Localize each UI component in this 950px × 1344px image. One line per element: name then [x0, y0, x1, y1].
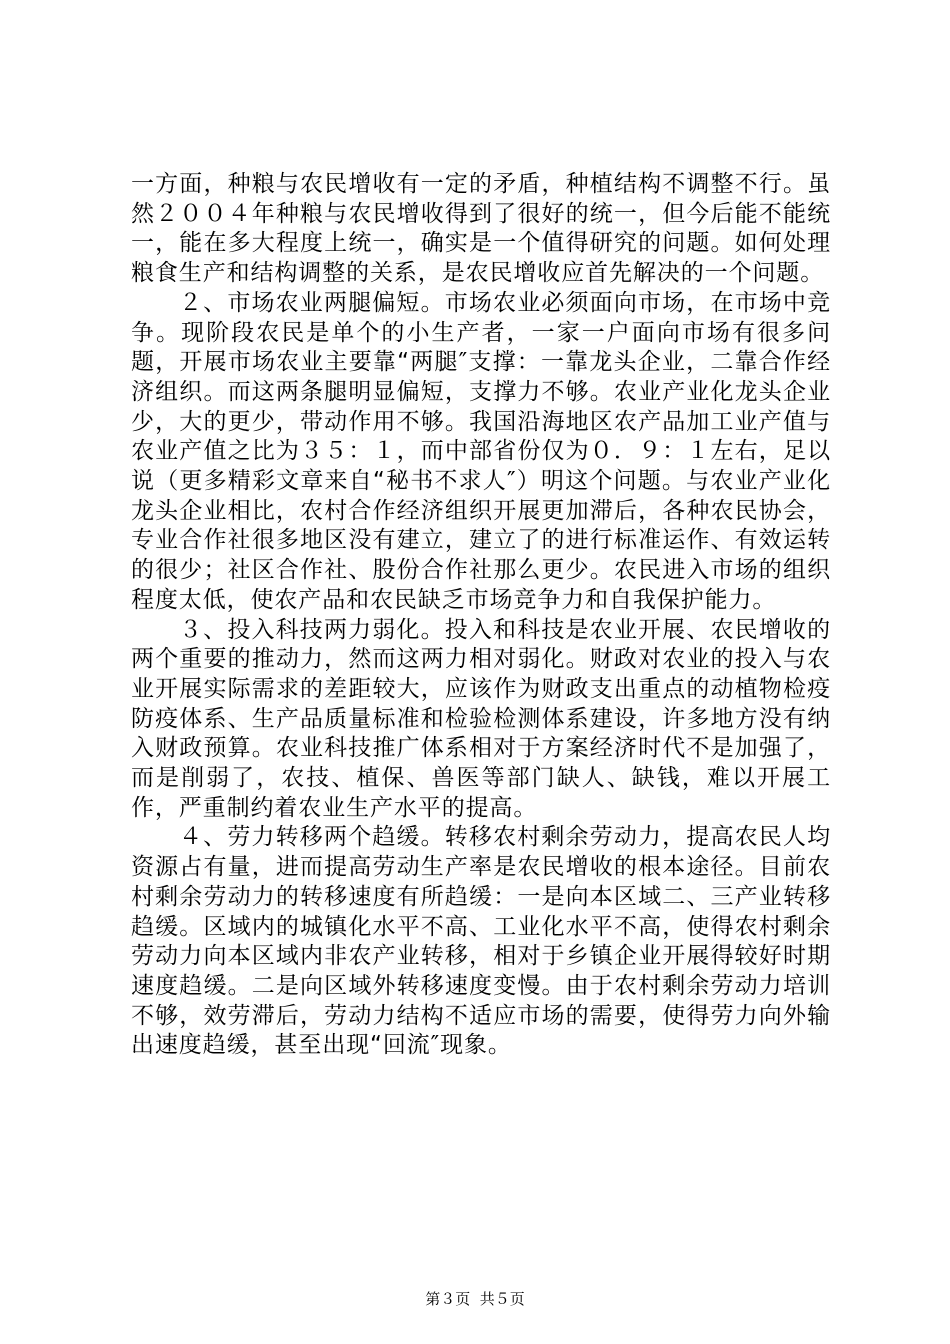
page-number: 第３页 共５页: [425, 1290, 525, 1308]
page-footer: [0, 1290, 950, 1308]
paragraph-investment-technology: ３、投入科技两力弱化。投入和科技是农业开展、农民增收的两个重要的推动力，然而这两力相对弱化。财政对农业的投入与农业开展实际需求的差距较大，应该作为财政支出重点的动植物检疫防疫体系、生产品质量标准和检验检测体系建设，许多地方没有纳入财政预算。农业科技推广体系相对于方案经济时代不是加强了，而是削弱了，农技、植保、兽医等部门缺人、缺钱，难以开展工作，严重制约着农业生产水平的提高。: [131, 616, 831, 821]
paragraph-market-agriculture: ２、市场农业两腿偏短。市场农业必须面向市场，在市场中竞争。现阶段农民是单个的小生产者，一家一户面向市场有很多问题，开展市场农业主要靠“两腿″支撑：一靠龙头企业，二靠合作经济组织。而这两条腿明显偏短，支撑力不够。农业产业化龙头企业少，大的更少，带动作用不够。我国沿海地区农产品加工业产值与农业产值之比为３５：１，而中部省份仅为０．９：１左右，足以说（更多精彩文章来自“秘书不求人″）明这个问题。与农业产业化龙头企业相比，农村合作经济组织开展更加滞后，各种农民协会，专业合作社很多地区没有建立，建立了的进行标准运作、有效运转的很少；社区合作社、股份合作社那么更少。农民进入市场的组织程度太低，使农产品和农民缺乏市场竞争力和自我保护能力。: [131, 289, 831, 613]
document-body: [131, 170, 831, 1061]
paragraph-labor-transfer: ４、劳力转移两个趋缓。转移农村剩余劳动力，提高农民人均资源占有量，进而提高劳动生产率是农民增收的根本途径。目前农村剩余劳动力的转移速度有所趋缓：一是向本区域二、三产业转移趋缓。区域内的城镇化水平不高、工业化水平不高，使得农村剩余劳动力向本区域内非农产业转移，相对于乡镇企业开展得较好时期速度趋缓。二是向区域外转移速度变慢。由于农村剩余劳动力培训不够，效劳滞后，劳动力结构不适应市场的需要，使得劳力向外输出速度趋缓，甚至出现“回流″现象。: [131, 824, 831, 1059]
paragraph-continuation: 一方面，种粮与农民增收有一定的矛盾，种植结构不调整不行。虽然２００４年种粮与农民增收得到了很好的统一，但今后能不能统一，能在多大程度上统一，确实是一个值得研究的问题。如何处理粮食生产和结构调整的关系，是农民增收应首先解决的一个问题。: [131, 171, 831, 287]
